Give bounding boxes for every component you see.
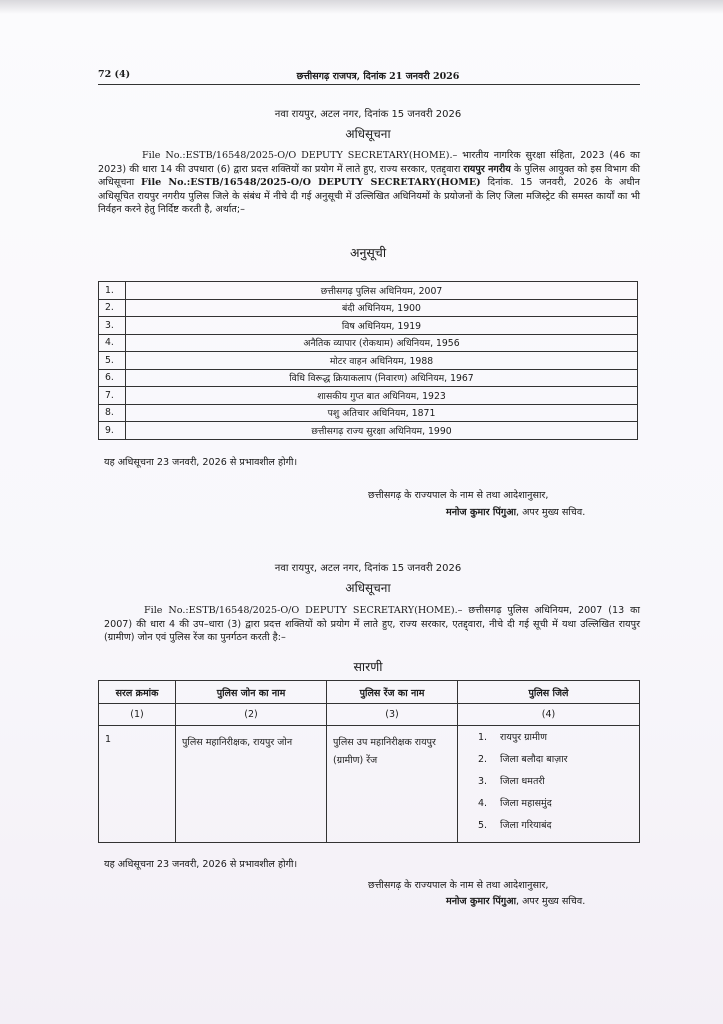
notice2-file-no: File No.:ESTB/16548/2025-O/O DEPUTY SECRETARY(HOME).–: [144, 605, 463, 616]
page-top-shadow: [0, 0, 723, 14]
zone-table: [98, 680, 640, 843]
col-num-1: (1): [99, 704, 176, 726]
page-number: 72 (4): [98, 69, 131, 80]
schedule-title: अनुसूची: [349, 245, 387, 260]
district-name: जिला धमतरी: [500, 776, 545, 787]
row-range: पुलिस उप महानिरीक्षक रायपुर (ग्रामीण) रेंज: [327, 726, 458, 843]
district-number: 1.: [478, 732, 488, 743]
col-num-3: (3): [327, 704, 458, 726]
notice1-signatory: मनोज कुमार पिंगुआ, अपर मुख्य सचिव.: [446, 507, 586, 518]
list-item: [478, 796, 639, 818]
schedule-table: [98, 281, 638, 440]
notice1-body: File No.:ESTB/16548/2025-O/O DEPUTY SECRETARY(HOME).– भारतीय नागरिक सुरक्षा संहिता, 2023 (46 का 2023) की धारा 14 की उपधारा (6) द्वारा प्रदत्त शक्तियों का प्रयोग में लाते हुए, राज्य सरकार, एतद्द्वारा रायपुर नगरीय के पुलिस आयुक्त को इस विभाग की अधिसूचना File No.:ESTB/16548/2025-O/O DEPUTY SECRETARY(HOME) दिनांक. 15 जनवरी, 2026 के अधीन अधिसूचित रायपुर नगरीय पुलिस जिले के संबंध में नीचे दी गई अनुसूची में उल्लिखित अधिनियमों के प्रयोजनों के लिए जिला मजिस्ट्रेट की समस्त कार्यों का भी निर्वहन करने हेतु निर्दिष्ट करती है, अर्थात;–: [98, 150, 640, 216]
table-row: [99, 299, 638, 317]
table-row: [99, 726, 640, 843]
schedule-row-number: 5.: [99, 352, 126, 370]
gazette-header: छत्तीसगढ़ राजपत्र, दिनांक 21 जनवरी 2026: [296, 71, 460, 82]
col-zone: पुलिस जोन का नाम: [176, 681, 327, 704]
schedule-row-act: पशु अतिचार अधिनियम, 1871: [126, 404, 638, 422]
row-zone: पुलिस महानिरीक्षक, रायपुर जोन: [176, 726, 327, 843]
row-districts: [458, 726, 640, 843]
notice2-sign-authority: छत्तीसगढ़ के राज्यपाल के नाम से तथा आदेशानुसार,: [368, 880, 549, 891]
col-serial: सरल क्रमांक: [99, 681, 176, 704]
table-row: [99, 387, 638, 405]
schedule-row-act: बंदी अधिनियम, 1900: [126, 299, 638, 317]
schedule-row-number: 3.: [99, 317, 126, 335]
district-number: 2.: [478, 754, 488, 765]
header-rule: [98, 84, 640, 85]
notice2-title: अधिसूचना: [345, 581, 391, 595]
notice2-body: File No.:ESTB/16548/2025-O/O DEPUTY SECRETARY(HOME).– छत्तीसगढ़ पुलिस अधिनियम, 2007 (13 का 2007) की धारा 4 की उप–धारा (3) द्वारा प्रदत्त शक्तियों को प्रयोग में लाते हुए, राज्य सरकार, एतद्द्वारा, नीचे दी गई सूची में यथा उल्लिखित रायपुर (ग्रामीण) जोन एवं पुलिस रेंज का पुनर्गठन करती है:–: [104, 605, 640, 644]
schedule-row-number: 9.: [99, 422, 126, 440]
schedule-row-act: विष अधिनियम, 1919: [126, 317, 638, 335]
schedule-row-number: 1.: [99, 282, 126, 300]
table-row: [99, 422, 638, 440]
table-row: [99, 369, 638, 387]
notice1-title: अधिसूचना: [345, 127, 391, 141]
list-item: [478, 752, 639, 774]
schedule-row-number: 2.: [99, 299, 126, 317]
col-num-4: (4): [458, 704, 640, 726]
table-row: [99, 317, 638, 335]
list-item: [478, 774, 639, 796]
district-number: 4.: [478, 798, 488, 809]
table-row: [99, 352, 638, 370]
notice1-place-date: नवा रायपुर, अटल नगर, दिनांक 15 जनवरी 2026: [274, 109, 462, 120]
col-range: पुलिस रेंज का नाम: [327, 681, 458, 704]
district-number: 5.: [478, 820, 488, 831]
schedule-row-act: अनैतिक व्यापार (रोकथाम) अधिनियम, 1956: [126, 334, 638, 352]
row-serial: 1: [99, 726, 176, 843]
district-name: जिला गरियाबंद: [500, 820, 552, 831]
col-districts: पुलिस जिले: [458, 681, 640, 704]
table-row: [99, 282, 638, 300]
notice1-effective: यह अधिसूचना 23 जनवरी, 2026 से प्रभावशील होगी।: [104, 457, 298, 468]
list-item: [478, 730, 639, 752]
district-name: जिला बलौदा बाज़ार: [500, 754, 568, 765]
schedule-row-number: 7.: [99, 387, 126, 405]
notice2-effective: यह अधिसूचना 23 जनवरी, 2026 से प्रभावशील होगी।: [104, 859, 298, 870]
district-name: जिला महासमुंद: [500, 798, 552, 809]
table-row: [99, 334, 638, 352]
schedule-row-act: शासकीय गुप्त बात अधिनियम, 1923: [126, 387, 638, 405]
schedule-row-number: 8.: [99, 404, 126, 422]
notice1-sign-authority: छत्तीसगढ़ के राज्यपाल के नाम से तथा आदेशानुसार,: [368, 490, 549, 501]
district-number: 3.: [478, 776, 488, 787]
schedule-row-act: छत्तीसगढ़ राज्य सुरक्षा अधिनियम, 1990: [126, 422, 638, 440]
schedule-row-number: 6.: [99, 369, 126, 387]
notice2-place-date: नवा रायपुर, अटल नगर, दिनांक 15 जनवरी 2026: [274, 563, 462, 574]
notice2-signatory: मनोज कुमार पिंगुआ, अपर मुख्य सचिव.: [446, 896, 586, 907]
list-item: [478, 818, 639, 840]
district-name: रायपुर ग्रामीण: [500, 732, 547, 743]
notice1-file-no: File No.:ESTB/16548/2025-O/O DEPUTY SECRETARY(HOME).–: [142, 150, 458, 161]
col-num-2: (2): [176, 704, 327, 726]
table-title: सारणी: [353, 659, 383, 674]
schedule-row-act: विधि विरूद्ध क्रियाकलाप (निवारण) अधिनियम, 1967: [126, 369, 638, 387]
schedule-row-act: मोटर वाहन अधिनियम, 1988: [126, 352, 638, 370]
schedule-row-number: 4.: [99, 334, 126, 352]
table-row: [99, 404, 638, 422]
schedule-row-act: छत्तीसगढ़ पुलिस अधिनियम, 2007: [126, 282, 638, 300]
